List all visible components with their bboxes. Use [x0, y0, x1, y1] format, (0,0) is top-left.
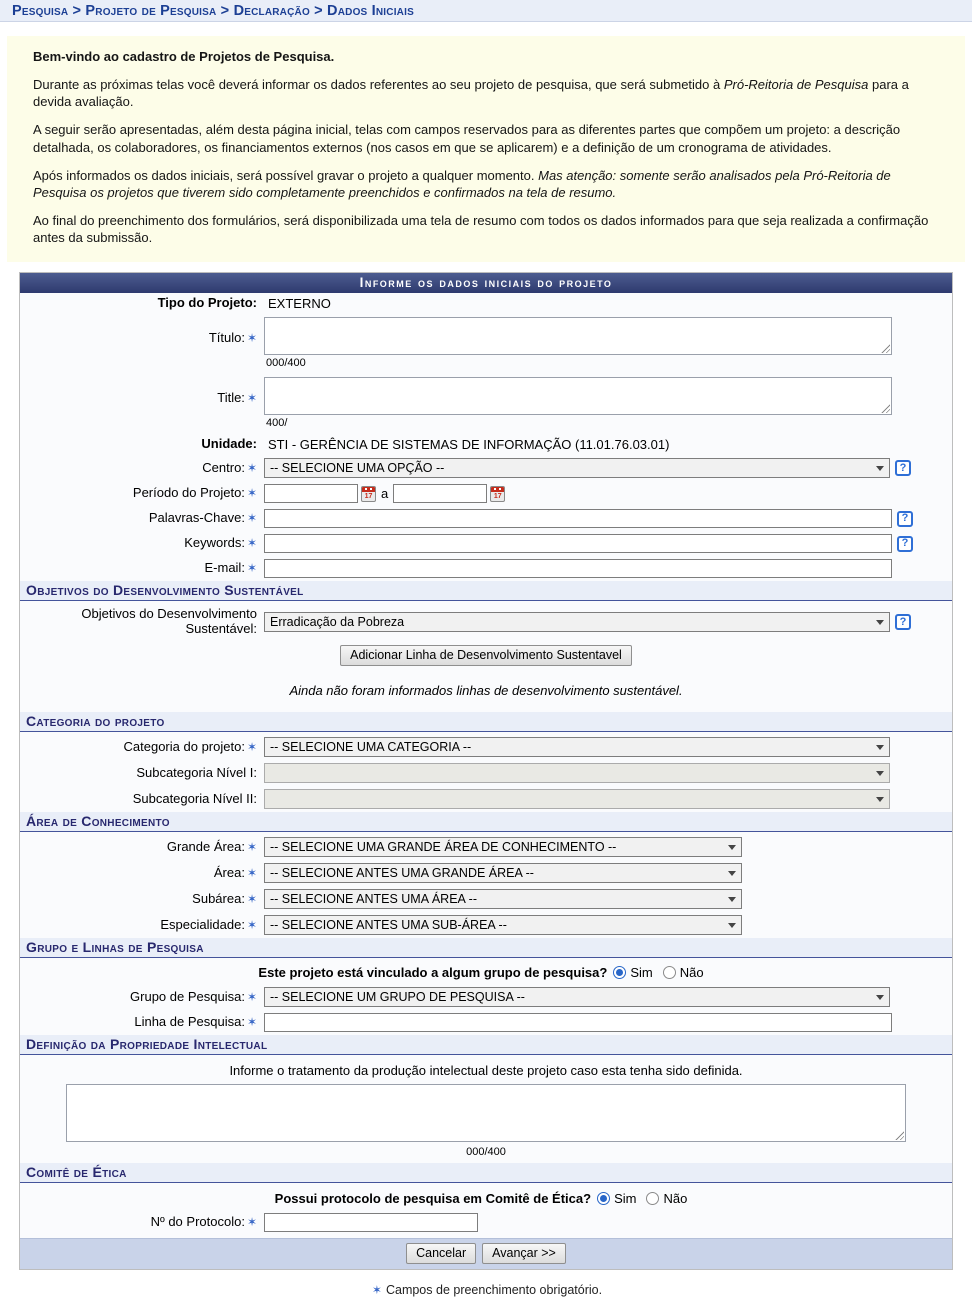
- etica-sim-radio[interactable]: [597, 1192, 610, 1205]
- required-star-icon: ✶: [246, 331, 257, 346]
- required-star-icon: ✶: [246, 486, 257, 501]
- propriedade-counter: 000/400: [466, 1146, 506, 1159]
- help-icon[interactable]: ?: [897, 536, 913, 552]
- tipo-projeto-value: EXTERNO: [268, 296, 331, 312]
- periodo-separator: a: [381, 486, 389, 502]
- chevron-down-icon: [728, 923, 736, 928]
- row-ods: [20, 601, 952, 640]
- title-en-counter: 400/: [266, 417, 288, 430]
- required-star-icon: ✶: [246, 839, 257, 854]
- required-star-icon: ✶: [246, 891, 257, 906]
- etica-question-label: Possui protocolo de pesquisa em Comitê de Ética?: [274, 1191, 592, 1207]
- linha-pesquisa-input[interactable]: [264, 1013, 892, 1032]
- chevron-down-icon: [876, 620, 884, 625]
- required-star-icon: ✶: [246, 511, 257, 526]
- etica-nao-label[interactable]: Não: [663, 1191, 688, 1207]
- welcome-p4-italic: Mas atenção: somente serão analisados pela Pró-Reitoria de Pesquisa os projetos que tiverem sido completamente preenchidos e confirmados na tela de resumo.: [33, 167, 891, 200]
- required-star-icon: ✶: [246, 739, 257, 754]
- cancel-button[interactable]: Cancelar: [406, 1243, 476, 1264]
- grande-area-selected-value: -- SELECIONE UMA GRANDE ÁREA DE CONHECIMENTO --: [270, 840, 617, 855]
- subarea-selected-value: -- SELECIONE ANTES UMA ÁREA --: [270, 892, 477, 907]
- row-protocolo: [20, 1210, 952, 1238]
- row-area: [20, 860, 952, 886]
- row-unidade: [20, 434, 952, 455]
- advance-button[interactable]: Avançar >>: [482, 1243, 566, 1264]
- row-email: [20, 556, 952, 581]
- title-en-textarea[interactable]: [264, 377, 892, 415]
- row-tipo-projeto: [20, 293, 952, 314]
- help-icon[interactable]: ?: [897, 511, 913, 527]
- keywords-input[interactable]: [264, 534, 892, 553]
- row-especialidade: [20, 912, 952, 938]
- row-subcategoria-1: [20, 760, 952, 786]
- subcategoria-1-label: Subcategoria Nível I:: [136, 764, 257, 780]
- subcategoria-1-select: [264, 763, 890, 783]
- row-keywords: [20, 531, 952, 556]
- required-fields-note: [0, 1283, 972, 1297]
- etica-sim-label[interactable]: Sim: [614, 1191, 637, 1207]
- protocolo-input[interactable]: [264, 1213, 478, 1232]
- row-centro: [20, 455, 952, 481]
- titulo-counter: 000/400: [266, 357, 306, 370]
- palavras-chave-label: Palavras-Chave:: [148, 510, 245, 526]
- categoria-selected-value: -- SELECIONE UMA CATEGORIA --: [270, 740, 472, 755]
- centro-label: Centro:: [202, 459, 245, 475]
- chevron-down-icon: [728, 871, 736, 876]
- area-selected-value: -- SELECIONE ANTES UMA GRANDE ÁREA --: [270, 866, 534, 881]
- propriedade-textarea[interactable]: [66, 1084, 906, 1142]
- periodo-start-input[interactable]: [264, 484, 358, 503]
- section-etica: Comitê de Ética: [20, 1163, 952, 1183]
- calendar-icon[interactable]: [361, 486, 376, 502]
- title-en-label: Title:: [217, 390, 245, 406]
- calendar-day-number: 17: [364, 492, 373, 500]
- section-ods: Objetivos do Desenvolvimento Sustentável: [20, 581, 952, 601]
- categoria-label: Categoria do projeto:: [123, 738, 245, 754]
- centro-selected-value: -- SELECIONE UMA OPÇÃO --: [270, 461, 445, 476]
- row-propriedade-textarea: [20, 1081, 952, 1145]
- form-footer-bar: [20, 1238, 952, 1269]
- row-titulo: [20, 314, 952, 374]
- grupo-pesquisa-select[interactable]: [264, 987, 890, 1007]
- section-categoria: Categoria do projeto: [20, 712, 952, 732]
- propriedade-note: Informe o tratamento da produção intelectual deste projeto caso esta tenha sido definida.: [229, 1063, 743, 1079]
- area-select[interactable]: [264, 863, 742, 883]
- centro-select[interactable]: [264, 458, 890, 478]
- grande-area-label: Grande Área:: [166, 838, 245, 854]
- especialidade-label: Especialidade:: [160, 916, 245, 932]
- periodo-label: Período do Projeto:: [132, 485, 245, 501]
- subarea-label: Subárea:: [192, 890, 245, 906]
- ods-select[interactable]: [264, 612, 890, 632]
- unidade-label: Unidade:: [201, 436, 257, 452]
- chevron-down-icon: [728, 897, 736, 902]
- row-ods-button: [20, 640, 952, 671]
- required-star-icon: ✶: [246, 536, 257, 551]
- required-star-icon: ✶: [246, 1215, 257, 1230]
- welcome-p2-italic: Pró-Reitoria de Pesquisa: [723, 77, 869, 93]
- protocolo-label: Nº do Protocolo:: [150, 1214, 245, 1230]
- tipo-projeto-label: Tipo do Projeto:: [157, 295, 257, 311]
- chevron-down-icon: [876, 466, 884, 471]
- subarea-select[interactable]: [264, 889, 742, 909]
- required-star-icon: ✶: [246, 561, 257, 576]
- especialidade-selected-value: -- SELECIONE ANTES UMA SUB-ÁREA --: [270, 918, 507, 933]
- section-area: Área de Conhecimento: [20, 812, 952, 832]
- welcome-p2-text: Durante as próximas telas você deverá informar os dados referentes ao seu projeto de pesquisa, que será submetido à: [33, 77, 724, 93]
- chevron-down-icon: [876, 745, 884, 750]
- required-star-icon: ✶: [246, 391, 257, 406]
- required-star-icon: ✶: [246, 917, 257, 932]
- required-star-icon: ✶: [246, 460, 257, 475]
- chevron-down-icon: [876, 797, 884, 802]
- row-title-en: [20, 374, 952, 434]
- area-label: Área:: [213, 864, 245, 880]
- row-subarea: [20, 886, 952, 912]
- required-star-icon: ✶: [371, 1283, 382, 1298]
- row-grupo-question: [20, 958, 952, 984]
- linha-pesquisa-label: Linha de Pesquisa:: [134, 1014, 245, 1030]
- help-icon[interactable]: ?: [895, 614, 911, 630]
- grupo-pesquisa-selected-value: -- SELECIONE UM GRUPO DE PESQUISA --: [270, 990, 525, 1005]
- especialidade-select[interactable]: [264, 915, 742, 935]
- ods-selected-value: Erradicação da Pobreza: [270, 615, 405, 630]
- grupo-nao-radio[interactable]: [663, 966, 676, 979]
- row-categoria: [20, 732, 952, 760]
- project-form: [19, 272, 953, 1270]
- welcome-p4-text: Após informados os dados iniciais, será possível gravar o projeto a qualquer momento.: [33, 167, 539, 183]
- breadcrumb-trail[interactable]: Pesquisa > Projeto de Pesquisa > Declaração > Dados Iniciais: [12, 3, 414, 19]
- form-title: Informe os dados iniciais do projeto: [20, 273, 952, 293]
- palavras-chave-input[interactable]: [264, 509, 892, 528]
- section-propriedade: Definição da Propriedade Intelectual: [20, 1035, 952, 1055]
- welcome-paragraph: Ao final do preenchimento dos formulários, será disponibilizada uma tela de resumo com todos os dados informados para que seja realizada a confirmação antes da submissão.: [33, 213, 929, 246]
- welcome-paragraph: [33, 76, 939, 110]
- section-grupo: Grupo e Linhas de Pesquisa: [20, 938, 952, 958]
- unidade-value: STI - GERÊNCIA DE SISTEMAS DE INFORMAÇÃO (11.01.76.03.01): [268, 437, 670, 453]
- welcome-title: Bem-vindo ao cadastro de Projetos de Pesquisa.: [33, 49, 335, 64]
- keywords-label: Keywords:: [184, 535, 245, 551]
- row-linha-pesquisa: [20, 1010, 952, 1035]
- ods-label: Objetivos do Desenvolvimento Sustentável:: [81, 606, 257, 637]
- chevron-down-icon: [876, 995, 884, 1000]
- email-input[interactable]: [264, 559, 892, 578]
- row-grande-area: [20, 832, 952, 860]
- subcategoria-2-select: [264, 789, 890, 809]
- ods-empty-message: Ainda não foram informados linhas de desenvolvimento sustentável.: [289, 683, 683, 699]
- chevron-down-icon: [728, 845, 736, 850]
- grupo-sim-label[interactable]: Sim: [630, 965, 653, 981]
- add-ods-line-button[interactable]: Adicionar Linha de Desenvolvimento Sustentavel: [340, 645, 632, 666]
- titulo-textarea[interactable]: [264, 317, 892, 355]
- welcome-p2-after: para a devida avaliação.: [33, 77, 909, 110]
- subcategoria-2-label: Subcategoria Nível II:: [132, 790, 257, 806]
- row-grupo-pesquisa: [20, 984, 952, 1010]
- calendar-icon[interactable]: [490, 486, 505, 502]
- help-icon[interactable]: ?: [895, 460, 911, 476]
- row-palavras-chave: [20, 506, 952, 531]
- welcome-paragraph: A seguir serão apresentadas, além desta página inicial, telas com campos reservados para as diferentes partes que compõem um projeto: a descrição detalhada, os colaboradores, os financiamentos externos (nos casos em que se aplicarem) e a definição de um cronograma de atividades.: [33, 122, 901, 155]
- titulo-label: Título:: [208, 330, 245, 346]
- grupo-pesquisa-label: Grupo de Pesquisa:: [130, 988, 245, 1004]
- email-label: E-mail:: [204, 560, 245, 576]
- grupo-sim-radio[interactable]: [613, 966, 626, 979]
- periodo-end-input[interactable]: [393, 484, 487, 503]
- row-etica-question: [20, 1183, 952, 1210]
- breadcrumb: [0, 0, 972, 22]
- row-subcategoria-2: [20, 786, 952, 812]
- welcome-box: [7, 36, 965, 262]
- required-note-text: Campos de preenchimento obrigatório.: [385, 1283, 603, 1298]
- required-star-icon: ✶: [246, 989, 257, 1004]
- welcome-paragraph: [33, 167, 939, 201]
- grande-area-select[interactable]: [264, 837, 742, 857]
- required-star-icon: ✶: [246, 865, 257, 880]
- chevron-down-icon: [876, 771, 884, 776]
- categoria-select[interactable]: [264, 737, 890, 757]
- row-periodo: [20, 481, 952, 506]
- grupo-question-label: Este projeto está vinculado a algum grupo de pesquisa?: [258, 965, 608, 981]
- etica-nao-radio[interactable]: [646, 1192, 659, 1205]
- grupo-nao-label[interactable]: Não: [679, 965, 704, 981]
- required-star-icon: ✶: [246, 1015, 257, 1030]
- calendar-day-number: 17: [493, 492, 502, 500]
